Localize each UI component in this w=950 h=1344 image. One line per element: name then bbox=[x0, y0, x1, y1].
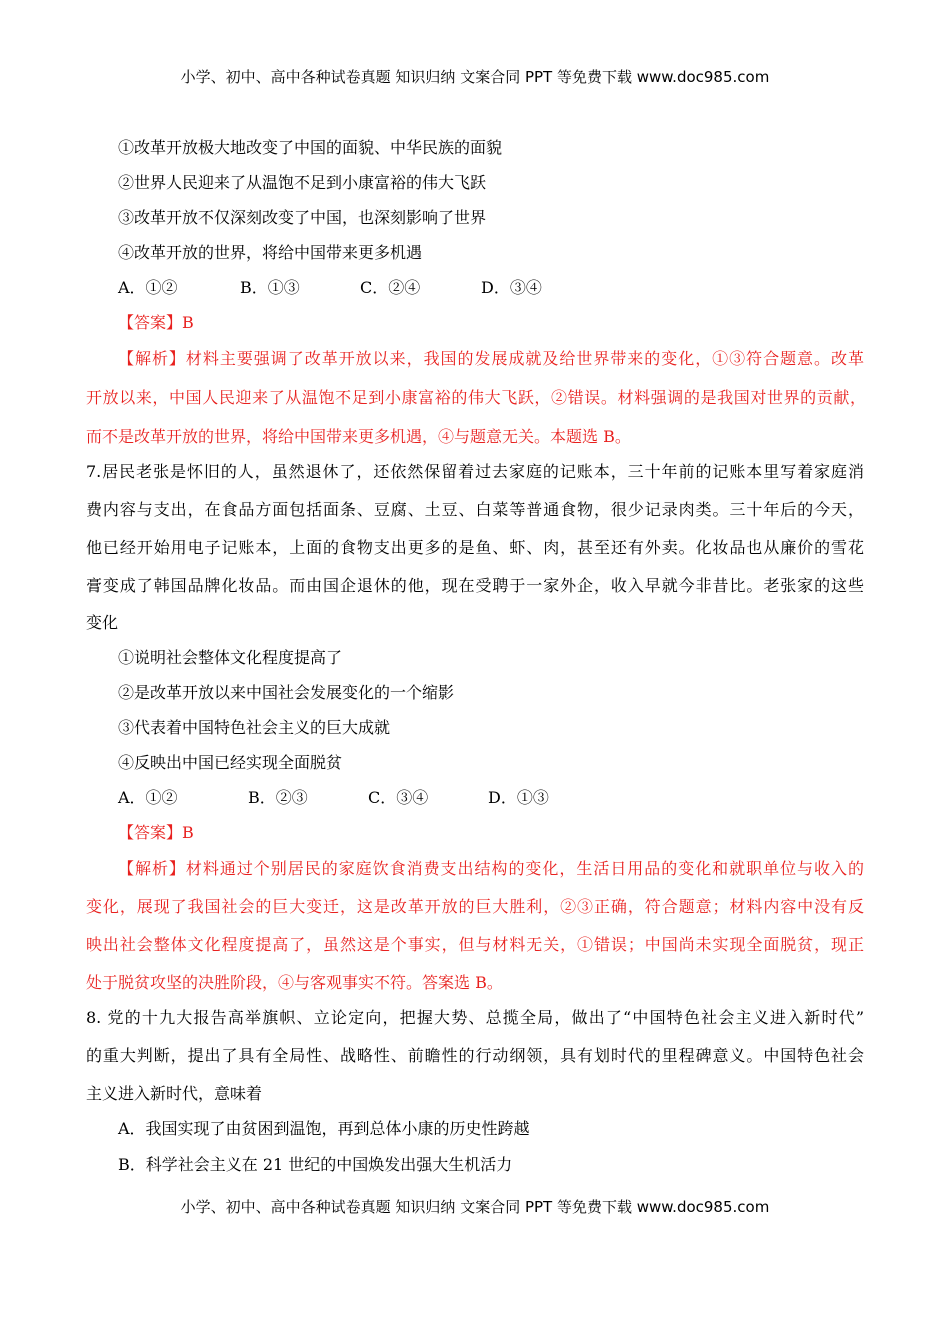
q7-stem-line-1: 7.居民老张是怀旧的人，虽然退休了，还依然保留着过去家庭的记账本，三十年前的记账本里写着家庭消 bbox=[86, 462, 864, 481]
q6-statement-2: ②世界人民迎来了从温饱不足到小康富裕的伟大飞跃 bbox=[118, 173, 487, 192]
q6-option-d: D．③④ bbox=[481, 278, 542, 297]
q7-option-a: A．①② bbox=[118, 788, 178, 807]
q6-option-a: A．①② bbox=[118, 278, 178, 297]
q8-option-b: B．科学社会主义在 21 世纪的中国焕发出强大生机活力 bbox=[118, 1155, 513, 1174]
q7-option-b: B．②③ bbox=[248, 788, 308, 807]
q6-statement-1: ①改革开放极大地改变了中国的面貌、中华民族的面貌 bbox=[118, 138, 503, 157]
q8-stem-line-3: 主义进入新时代，意味着 bbox=[86, 1084, 263, 1103]
q7-statement-3: ③代表着中国特色社会主义的巨大成就 bbox=[118, 718, 391, 737]
q6-statement-4: ④改革开放的世界，将给中国带来更多机遇 bbox=[118, 243, 423, 262]
page-footer: 小学、初中、高中各种试卷真题 知识归纳 文案合同 PPT 等免费下载 www.doc985.com bbox=[180, 1198, 770, 1216]
q7-option-c: C．③④ bbox=[368, 788, 429, 807]
q6-analysis-line-2: 开放以来，中国人民迎来了从温饱不足到小康富裕的伟大飞跃，②错误。材料强调的是我国对世界的贡献， bbox=[86, 388, 866, 407]
q6-option-c: C．②④ bbox=[360, 278, 421, 297]
q6-statement-3: ③改革开放不仅深刻改变了中国，也深刻影响了世界 bbox=[118, 208, 487, 227]
q7-stem-line-3: 他已经开始用电子记账本，上面的食物支出更多的是鱼、虾、肉，甚至还有外卖。化妆品也从廉价的雪花 bbox=[86, 538, 864, 557]
q6-answer: 【答案】B bbox=[118, 313, 194, 332]
page-header: 小学、初中、高中各种试卷真题 知识归纳 文案合同 PPT 等免费下载 www.doc985.com bbox=[180, 68, 770, 86]
q6-option-b: B．①③ bbox=[240, 278, 300, 297]
q7-analysis-line-4: 处于脱贫攻坚的决胜阶段，④与客观事实不符。答案选 B。 bbox=[86, 973, 503, 992]
q7-statement-4: ④反映出中国已经实现全面脱贫 bbox=[118, 753, 343, 772]
q7-analysis-line-2: 变化，展现了我国社会的巨大变迁，这是改革开放的巨大胜利，②③正确，符合题意；材料内容中没有反 bbox=[86, 897, 864, 916]
q7-stem-line-4: 膏变成了韩国品牌化妆品。而由国企退休的他，现在受聘于一家外企，收入早就今非昔比。老张家的这些 bbox=[86, 576, 864, 595]
q7-analysis-line-1: 【解析】材料通过个别居民的家庭饮食消费支出结构的变化，生活日用品的变化和就职单位与收入的 bbox=[118, 859, 864, 878]
q8-stem-line-1: 8. 党的十九大报告高举旗帜、立论定向，把握大势、总揽全局，做出了“中国特色社会主义进入新时代” bbox=[86, 1008, 864, 1027]
q8-stem-line-2: 的重大判断，提出了具有全局性、战略性、前瞻性的行动纲领，具有划时代的里程碑意义。中国特色社会 bbox=[86, 1046, 864, 1065]
q6-analysis-line-1: 【解析】材料主要强调了改革开放以来，我国的发展成就及给世界带来的变化，①③符合题意。改革 bbox=[118, 349, 864, 368]
q7-statement-1: ①说明社会整体文化程度提高了 bbox=[118, 648, 343, 667]
q7-option-d: D．①③ bbox=[488, 788, 549, 807]
q8-option-a: A．我国实现了由贫困到温饱，再到总体小康的历史性跨越 bbox=[118, 1119, 530, 1138]
q7-stem-line-2: 费内容与支出，在食品方面包括面条、豆腐、土豆、白菜等普通食物，很少记录肉类。三十年后的今天， bbox=[86, 500, 864, 519]
q7-answer: 【答案】B bbox=[118, 823, 194, 842]
q7-analysis-line-3: 映出社会整体文化程度提高了，虽然这是个事实，但与材料无关，①错误；中国尚未实现全面脱贫，现正 bbox=[86, 935, 864, 954]
q7-stem-line-5: 变化 bbox=[86, 613, 119, 632]
q7-statement-2: ②是改革开放以来中国社会发展变化的一个缩影 bbox=[118, 683, 455, 702]
q6-analysis-line-3: 而不是改革开放的世界，将给中国带来更多机遇，④与题意无关。本题选 B。 bbox=[86, 427, 631, 446]
